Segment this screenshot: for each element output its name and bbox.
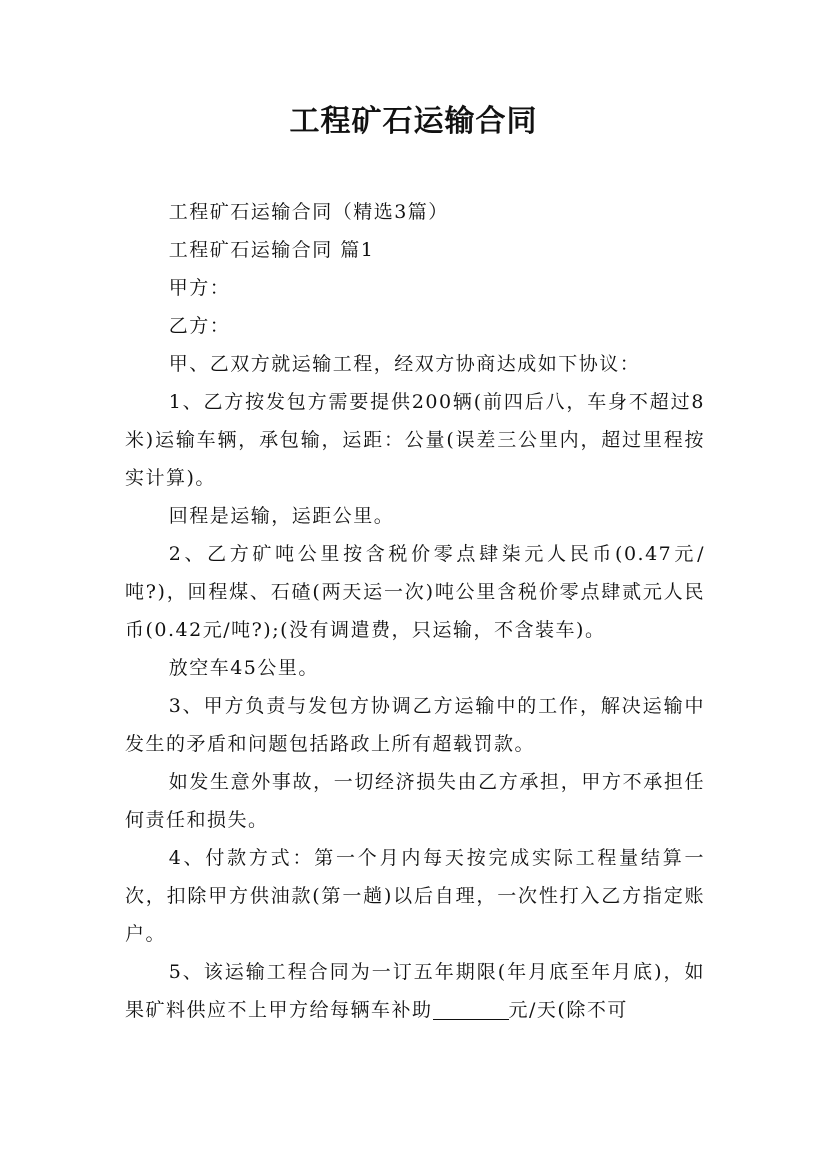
paragraph-clause-2: 2、乙方矿吨公里按含税价零点肆柒元人民币(0.47元/吨?)，回程煤、石碴(两天运一次)吨公里含税价零点肆贰元人民币(0.42元/吨?);(没有调遣费，只运输，不含装车)。 [125, 543, 705, 641]
paragraph-section-heading: 工程矿石运输合同 篇1 [168, 239, 375, 261]
document-title: 工程矿石运输合同 [289, 104, 538, 139]
paragraph-empty-run: 放空车45公里。 [168, 657, 319, 679]
paragraph-clause-1: 1、乙方按发包方需要提供200辆(前四后八，车身不超过8米)运输车辆，承包输，运距：公量(误差三公里内，超过里程按实计算)。 [125, 391, 705, 489]
paragraph-return-trip: 回程是运输，运距公里。 [168, 505, 395, 527]
document-body [125, 193, 705, 1029]
paragraph-party-b: 乙方： [168, 315, 231, 337]
paragraph-accident: 如发生意外事故，一切经济损失由乙方承担，甲方不承担任何责任和损失。 [125, 771, 705, 831]
paragraph-party-a: 甲方： [168, 277, 231, 299]
clause-5-text-after: 元/天(除不可 [508, 999, 628, 1021]
fill-in-blank [433, 995, 509, 1020]
paragraph-clause-3: 3、甲方负责与发包方协调乙方运输中的工作，解决运输中发生的矛盾和问题包括路政上所有超载罚款。 [125, 695, 705, 755]
paragraph-subtitle: 工程矿石运输合同（精选3篇） [168, 201, 449, 223]
paragraph-clause-5 [125, 953, 705, 1029]
paragraph-agreement-intro: 甲、乙双方就运输工程，经双方协商达成如下协议： [168, 353, 641, 375]
paragraph-clause-4: 4、付款方式：第一个月内每天按完成实际工程量结算一次，扣除甲方供油款(第一趟)以后自理，一次性打入乙方指定账户。 [125, 847, 705, 945]
clause-5-text-before: 5、该运输工程合同为一订五年期限(年月底至年月底)，如果矿料供应不上甲方给每辆车补助 [125, 961, 705, 1021]
